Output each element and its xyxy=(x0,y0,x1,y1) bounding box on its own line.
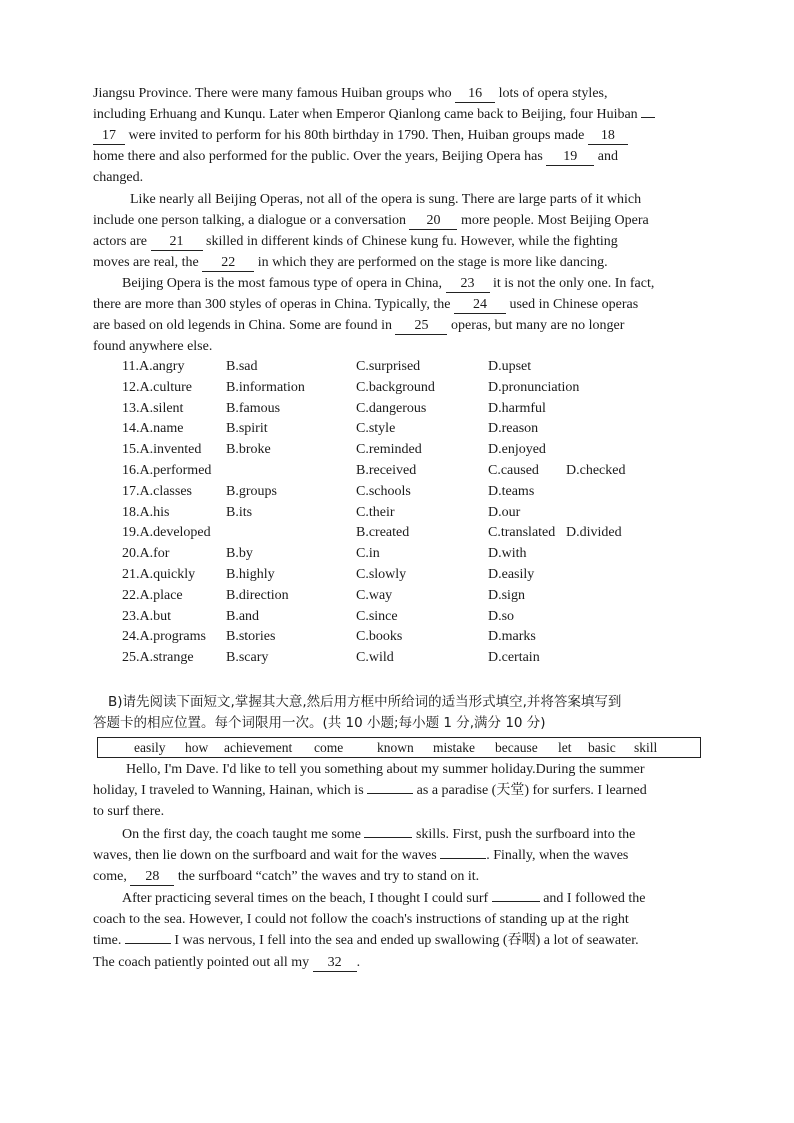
passage-line xyxy=(93,846,628,866)
option-question[interactable]: 12.A.culture xyxy=(122,379,192,395)
passage-text: there are more than 300 styles of operas in China. Typically, the xyxy=(93,297,454,312)
passage-text: After practicing several times on the beach, I thought I could surf xyxy=(122,891,492,906)
answer-blank[interactable]: 20 xyxy=(409,212,457,230)
passage-line xyxy=(93,781,647,801)
passage-line xyxy=(93,910,629,930)
option-choice[interactable]: D.teams xyxy=(488,483,535,499)
passage-text: time. xyxy=(93,933,125,948)
answer-blank[interactable]: 21 xyxy=(151,233,203,251)
passage-line xyxy=(93,211,649,231)
answer-blank[interactable]: 28 xyxy=(130,868,174,886)
passage-line xyxy=(130,190,641,210)
passage-text: including Erhuang and Kunqu. Later when Emperor Qianlong came back to Beijing, four Huiban xyxy=(93,107,642,122)
option-choice[interactable]: B.sad xyxy=(226,359,258,374)
passage-text: it is not the only one. In fact, xyxy=(489,276,655,291)
option-choice[interactable]: C.slowly xyxy=(356,567,407,582)
answer-blank[interactable] xyxy=(367,793,413,794)
option-choice[interactable]: C.wild xyxy=(356,650,394,666)
passage-line xyxy=(122,825,635,845)
answer-blank[interactable]: 17 xyxy=(93,127,125,145)
option-choice[interactable]: B.spirit xyxy=(226,421,268,437)
passage-text: the surfboard “catch” the waves and try to stand on it. xyxy=(174,869,480,884)
passage-line xyxy=(93,337,212,357)
passage-text: Jiangsu Province. There were many famous Huiban groups who xyxy=(93,86,456,101)
option-choice[interactable]: C.surprised xyxy=(356,359,421,374)
word-box-item: come xyxy=(314,740,344,755)
answer-blank[interactable]: 22 xyxy=(202,254,254,272)
passage-line xyxy=(93,867,479,887)
answer-blank[interactable] xyxy=(364,837,412,838)
answer-blank[interactable] xyxy=(492,901,540,902)
passage-text: coach to the sea. However, I could not follow the coach's instructions of standing up at the right xyxy=(93,912,629,927)
passage-text: more people. Most Beijing Opera xyxy=(457,213,649,228)
passage-line xyxy=(122,889,645,909)
option-choice[interactable]: D.checked xyxy=(566,463,626,478)
passage-text: The coach patiently pointed out all my xyxy=(93,955,313,970)
passage-line xyxy=(93,168,143,188)
option-choice[interactable]: B.scary xyxy=(226,650,269,666)
option-choice[interactable]: B.information xyxy=(226,379,305,395)
passage-line xyxy=(93,147,618,167)
option-question[interactable]: 17.A.classes xyxy=(122,483,192,499)
option-question[interactable]: 13.A.silent xyxy=(122,400,184,416)
option-choice[interactable]: C.style xyxy=(356,421,396,437)
passage-text: lots of opera styles, xyxy=(495,86,608,101)
answer-blank[interactable]: 23 xyxy=(446,275,490,293)
option-choice[interactable]: C.way xyxy=(356,587,393,603)
passage-line xyxy=(93,84,607,104)
passage-text: skills. First, push the surfboard into the xyxy=(412,827,636,842)
word-box-item: achievement xyxy=(224,740,293,755)
passage-line xyxy=(93,253,608,273)
passage-text: holiday, I traveled to Wanning, Hainan, which is xyxy=(93,783,368,798)
option-question[interactable]: 15.A.invented xyxy=(122,442,202,458)
option-choice[interactable]: B.famous xyxy=(226,400,281,416)
answer-blank[interactable]: 25 xyxy=(395,317,447,335)
option-choice[interactable]: C.their xyxy=(356,504,395,520)
passage-text: On the first day, the coach taught me some xyxy=(122,827,365,842)
answer-blank[interactable] xyxy=(440,858,486,859)
option-choice[interactable]: B.and xyxy=(226,608,260,624)
option-choice[interactable]: D.sign xyxy=(488,587,525,603)
passage-text: and xyxy=(594,149,619,164)
option-question[interactable]: 11.A.angry xyxy=(122,359,185,374)
passage-text: were invited to perform for his 80th birthday in 1790. Then, Huiban groups made xyxy=(125,128,588,143)
passage-text: include one person talking, a dialogue or a conversation xyxy=(93,213,410,228)
option-question[interactable]: 25.A.strange xyxy=(122,650,194,666)
passage-line xyxy=(93,931,639,951)
option-choice[interactable]: C.since xyxy=(356,608,398,624)
option-choice[interactable]: D.pronunciation xyxy=(488,379,580,395)
option-choice[interactable]: B.broke xyxy=(226,442,271,458)
answer-blank[interactable]: 24 xyxy=(454,296,506,314)
option-question[interactable]: 20.A.for xyxy=(122,546,170,562)
option-choice[interactable]: D.reason xyxy=(488,421,539,437)
option-question[interactable]: 18.A.his xyxy=(122,504,170,520)
option-choice[interactable]: D.enjoyed xyxy=(488,442,546,458)
option-choice[interactable]: D.harmful xyxy=(488,400,546,416)
passage-text: waves, then lie down on the surfboard and wait for the waves xyxy=(93,848,441,863)
option-choice[interactable]: B.received xyxy=(356,463,417,478)
answer-blank[interactable]: 19 xyxy=(546,148,594,166)
passage-text: Beijing Opera is the most famous type of opera in China, xyxy=(122,276,446,291)
option-choice[interactable]: B.by xyxy=(226,546,253,562)
passage-line xyxy=(93,802,164,822)
passage-text: moves are real, the xyxy=(93,255,203,270)
passage-text: found anywhere else. xyxy=(93,339,213,354)
word-box-item: known xyxy=(377,740,414,755)
option-choice[interactable]: C.in xyxy=(356,546,380,562)
passage-text: Like nearly all Beijing Operas, not all of the opera is sung. There are large parts of it which xyxy=(130,192,642,207)
option-question[interactable]: 22.A.place xyxy=(122,587,183,603)
word-box-item: skill xyxy=(634,740,658,755)
passage-text: to surf there. xyxy=(93,804,165,819)
word-box xyxy=(97,737,701,758)
passage-text: Hello, I'm Dave. I'd like to tell you something about my summer holiday.During the summer xyxy=(126,762,645,777)
passage-line xyxy=(93,232,618,252)
option-choice[interactable]: D.certain xyxy=(488,650,540,666)
option-choice[interactable]: C.caused xyxy=(488,463,539,478)
option-choice[interactable]: B.created xyxy=(356,525,410,541)
option-choice[interactable]: B.its xyxy=(226,504,253,520)
option-choice[interactable]: B.direction xyxy=(226,587,289,603)
passage-text: skilled in different kinds of Chinese kung fu. However, while the fighting xyxy=(202,234,618,249)
option-choice[interactable]: D.upset xyxy=(488,359,532,374)
passage-text: . xyxy=(356,955,361,970)
passage-line xyxy=(122,274,654,294)
passage-text: home there and also performed for the public. Over the years, Beijing Opera has xyxy=(93,149,547,164)
passage-text: actors are xyxy=(93,234,151,249)
answer-blank[interactable]: 18 xyxy=(588,127,628,145)
option-choice[interactable]: D.marks xyxy=(488,629,536,645)
word-box-item: mistake xyxy=(433,740,475,755)
passage-line xyxy=(93,953,360,973)
option-choice[interactable]: D.so xyxy=(488,608,515,624)
answer-blank[interactable] xyxy=(641,117,655,118)
option-choice[interactable]: D.our xyxy=(488,504,521,520)
option-choice[interactable]: B.stories xyxy=(226,629,276,645)
passage-line xyxy=(93,126,628,146)
passage-text: and I followed the xyxy=(539,891,646,906)
passage-text: I was nervous, I fell into the sea and ended up swallowing (吞咽) a lot of seawater. xyxy=(170,933,639,948)
option-choice[interactable]: B.highly xyxy=(226,567,275,582)
answer-blank[interactable] xyxy=(125,943,171,944)
answer-blank[interactable]: 16 xyxy=(455,85,495,103)
word-box-item: let xyxy=(558,740,572,755)
option-choice[interactable]: C.books xyxy=(356,629,403,645)
word-box-item: because xyxy=(495,740,538,755)
option-question[interactable]: 23.A.but xyxy=(122,608,171,624)
word-box-item: how xyxy=(185,740,209,755)
option-question[interactable]: 24.A.programs xyxy=(122,629,206,645)
passage-line xyxy=(126,760,645,780)
passage-line xyxy=(93,295,638,315)
answer-blank[interactable]: 32 xyxy=(313,954,357,972)
option-choice[interactable]: C.schools xyxy=(356,483,411,499)
option-question[interactable]: 16.A.performed xyxy=(122,463,212,478)
passage-text: used in Chinese operas xyxy=(505,297,639,312)
option-choice[interactable]: C.background xyxy=(356,379,435,395)
option-choice[interactable]: D.divided xyxy=(566,525,622,541)
section-b-instruction: 答题卡的相应位置。每个词限用一次。(共 10 小题;每小题 1 分,满分 10 分) xyxy=(93,715,546,731)
option-question[interactable]: 14.A.name xyxy=(122,421,184,437)
option-choice[interactable]: C.translated xyxy=(488,525,556,541)
passage-text: come, xyxy=(93,869,131,884)
option-question[interactable]: 21.A.quickly xyxy=(122,567,196,582)
option-choice[interactable]: B.groups xyxy=(226,483,277,499)
passage-text: as a paradise (天堂) for surfers. I learned xyxy=(413,783,647,798)
passage-text: . Finally, when the waves xyxy=(486,848,629,863)
option-choice[interactable]: C.reminded xyxy=(356,442,422,458)
passage-line xyxy=(93,105,655,125)
option-choice[interactable]: D.easily xyxy=(488,567,535,582)
option-question[interactable]: 19.A.developed xyxy=(122,525,211,541)
passage-text: are based on old legends in China. Some are found in xyxy=(93,318,396,333)
option-choice[interactable]: D.with xyxy=(488,546,527,562)
passage-text: operas, but many are no longer xyxy=(447,318,625,333)
passage-text: changed. xyxy=(93,170,144,185)
option-choice[interactable]: C.dangerous xyxy=(356,400,427,416)
word-box-item: easily xyxy=(134,740,166,755)
passage-line xyxy=(93,316,624,336)
section-b-instruction: B)请先阅读下面短文,掌握其大意,然后用方框中所给词的适当形式填空,并将答案填写到 xyxy=(108,694,622,710)
passage-text: in which they are performed on the stage is more like dancing. xyxy=(254,255,608,270)
word-box-item: basic xyxy=(588,740,616,755)
